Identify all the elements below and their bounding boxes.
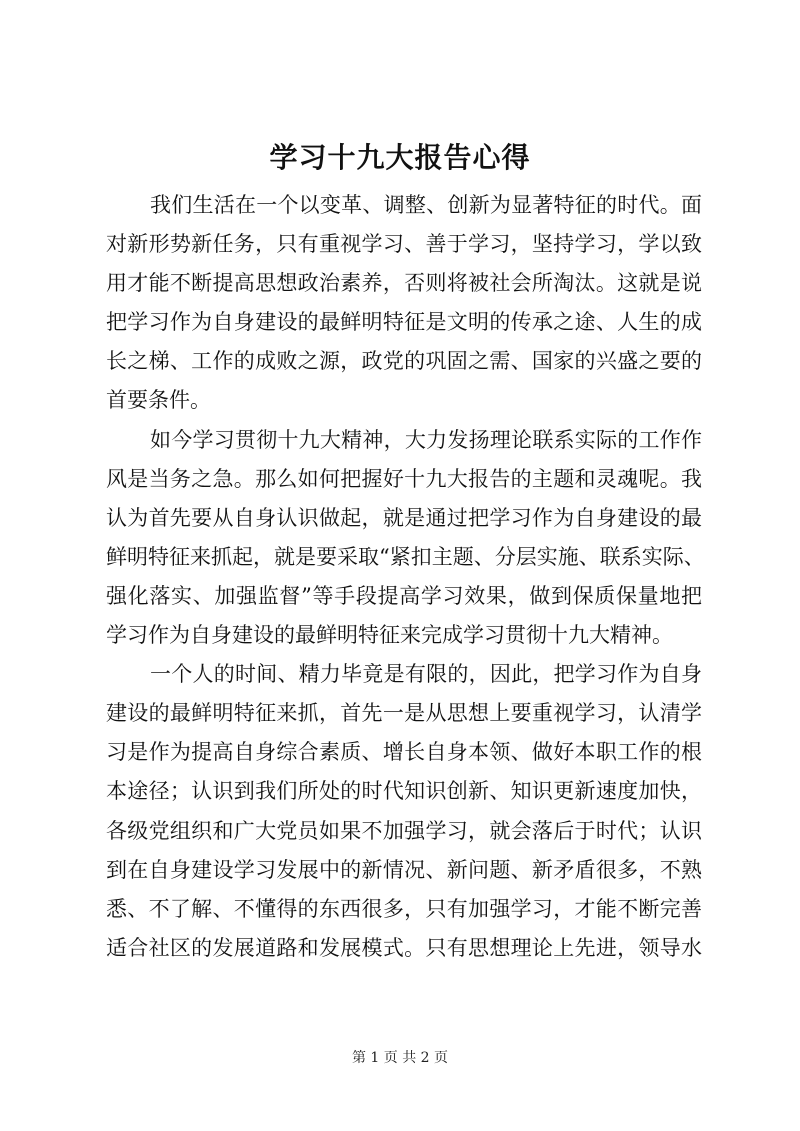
text-line: 习是作为提高自身综合素质、增长自身本领、做好本职工作的根 (106, 740, 702, 765)
document-title: 学习十九大报告心得 (269, 141, 531, 174)
text-line: 鲜明特征来抓起，就是要采取“紧扣主题、分层实施、联系实际、 (106, 544, 705, 569)
text-line: 长之梯、工作的成败之源，政党的巩固之需、国家的兴盛之要的 (106, 349, 702, 374)
text-line: 把学习作为自身建设的最鲜明特征是文明的传承之途、人生的成 (106, 310, 702, 335)
text-line: 对新形势新任务，只有重视学习、善于学习，坚持学习，学以致 (106, 232, 702, 257)
text-line: 首要条件。 (106, 388, 211, 413)
text-line: 一个人的时间、精力毕竟是有限的，因此，把学习作为自身 (150, 662, 702, 687)
document-body (106, 186, 705, 968)
text-line: 用才能不断提高思想政治素养，否则将被社会所淘汰。这就是说 (106, 271, 702, 296)
text-line: 我们生活在一个以变革、调整、创新为显著特征的时代。面 (150, 193, 702, 217)
text-line: 本途径；认识到我们所处的时代知识创新、知识更新速度加快， (106, 779, 702, 804)
text-line: 风是当务之急。那么如何把握好十九大报告的主题和灵魂呢。我 (106, 466, 702, 491)
text-line: 到在自身建设学习发展中的新情况、新问题、新矛盾很多，不熟 (106, 857, 702, 882)
text-line: 如今学习贯彻十九大精神，大力发扬理论联系实际的工作作 (150, 427, 702, 452)
text-line: 各级党组织和广大党员如果不加强学习，就会落后于时代；认识 (106, 818, 702, 843)
text-line: 建设的最鲜明特征来抓，首先一是从思想上要重视学习，认清学 (106, 701, 702, 726)
page-footer: 第 1 页 共 2 页 (351, 1050, 449, 1066)
text-line: 学习作为自身建设的最鲜明特征来完成学习贯彻十九大精神。 (106, 623, 673, 648)
text-line: 适合社区的发展道路和发展模式。只有思想理论上先进，领导水 (106, 935, 702, 960)
text-line: 悉、不了解、不懂得的东西很多，只有加强学习，才能不断完善 (106, 896, 702, 921)
text-line: 强化落实、加强监督”等手段提高学习效果，做到保质保量地把 (106, 583, 702, 608)
text-line: 认为首先要从自身认识做起，就是通过把学习作为自身建设的最 (106, 505, 702, 530)
